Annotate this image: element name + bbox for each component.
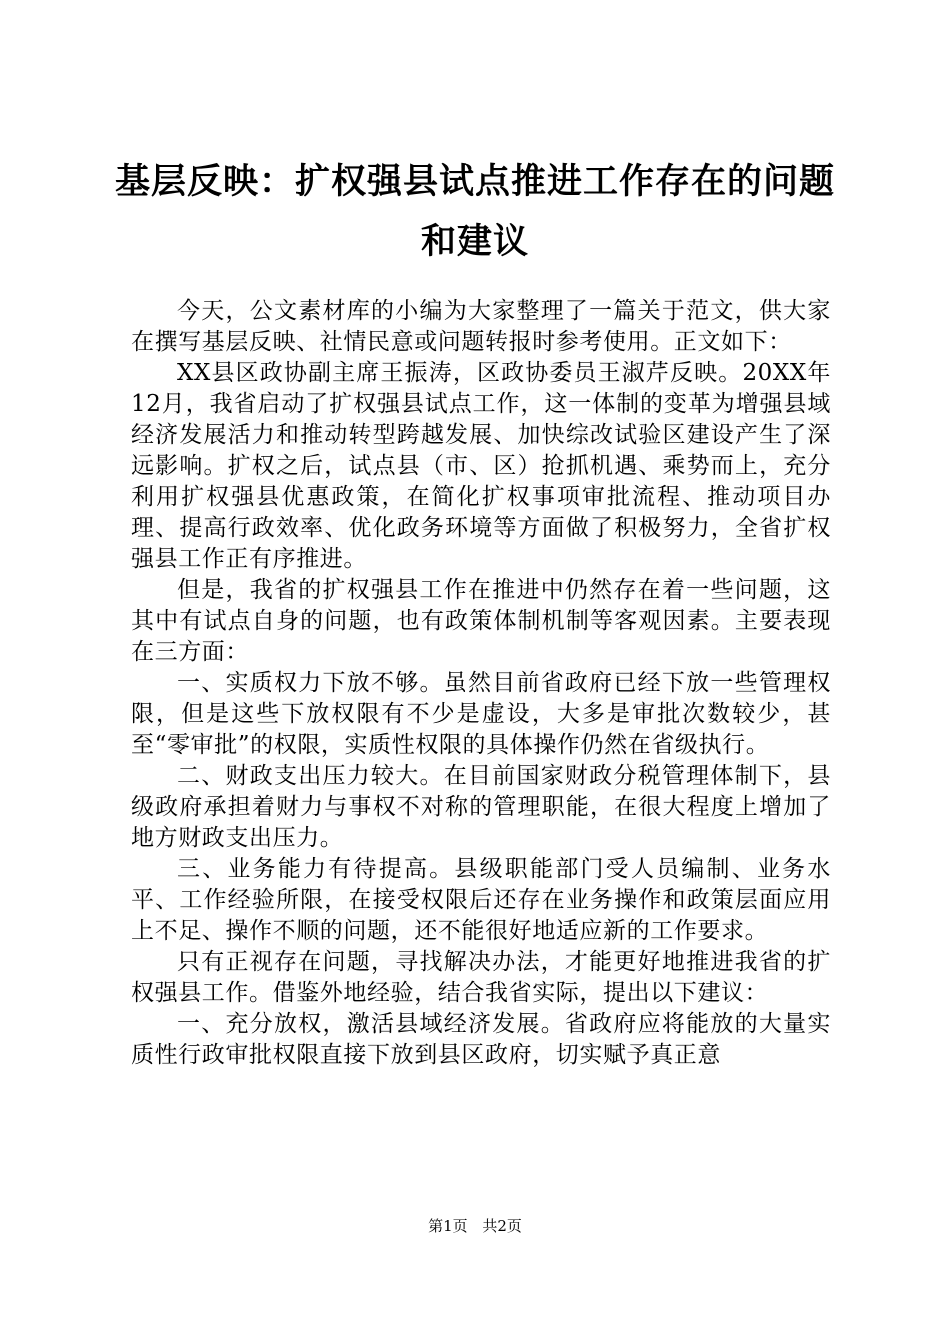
paragraph-intro: 今天，公文素材库的小编为大家整理了一篇关于范文，供大家在撰写基层反映、社情民意或问题转报时参考使用。正文如下：: [131, 298, 831, 355]
paragraph-problem-1: 一、实质权力下放不够。虽然目前省政府已经下放一些管理权限，但是这些下放权限有不少是虚设，大多是审批次数较少，甚至“零审批”的权限，实质性权限的具体操作仍然在省级执行。: [131, 670, 831, 758]
paragraph-suggestion-1: 一、充分放权，激活县域经济发展。省政府应将能放的大量实质性行政审批权限直接下放到县区政府，切实赋予真正意: [131, 1011, 831, 1068]
paragraph-problem-3: 三、业务能力有待提高。县级职能部门受人员编制、业务水平、工作经验所限，在接受权限后还存在业务操作和政策层面应用上不足、操作不顺的问题，还不能很好地适应新的工作要求。: [131, 856, 831, 944]
page-number-total: 共2页: [482, 1217, 522, 1235]
document-body: [131, 296, 831, 1071]
paragraph-problems-intro: 但是，我省的扩权强县工作在推进中仍然存在着一些问题，这其中有试点自身的问题，也有政策体制机制等客观因素。主要表现在三方面：: [131, 577, 831, 665]
document-title-line-2: 和建议: [420, 221, 529, 262]
page-footer: [0, 1216, 950, 1236]
document-title-line-1: 基层反映：扩权强县试点推进工作存在的问题: [114, 161, 835, 202]
page-number-current: 第1页: [428, 1217, 468, 1235]
paragraph-suggestions-intro: 只有正视存在问题，寻找解决办法，才能更好地推进我省的扩权强县工作。借鉴外地经验，结合我省实际，提出以下建议：: [131, 949, 831, 1006]
paragraph-problem-2: 二、财政支出压力较大。在目前国家财政分税管理体制下，县级政府承担着财力与事权不对称的管理职能，在很大程度上增加了地方财政支出压力。: [131, 763, 831, 851]
paragraph-background: XX县区政协副主席王振涛，区政协委员王淑芹反映。20XX年12月，我省启动了扩权强县试点工作，这一体制的变革为增强县域经济发展活力和推动转型跨越发展、加快综改试验区建设产生了深远影响。扩权之后，试点县（市、区）抢抓机遇、乘势而上，充分利用扩权强县优惠政策，在简化扩权事项审批流程、推动项目办理、提高行政效率、优化政务环境等方面做了积极努力，全省扩权强县工作正有序推进。: [131, 360, 831, 572]
